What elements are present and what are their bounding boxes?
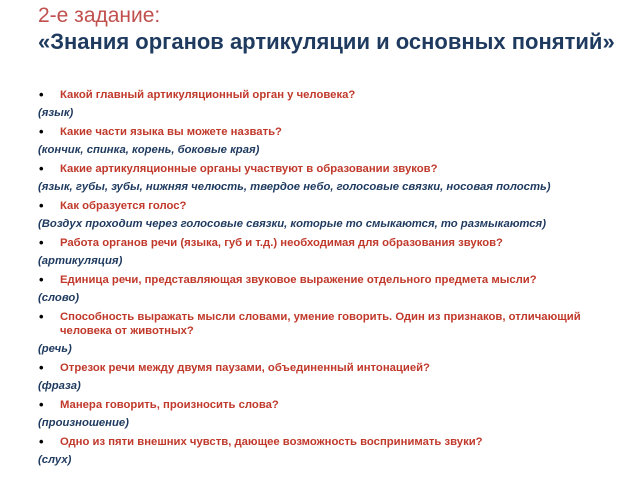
- question-item: [38, 125, 634, 139]
- bullet-icon: •: [39, 198, 44, 213]
- question-item: [38, 310, 634, 338]
- question-text: Единица речи, представляющая звуковое выражение отдельного предмета мысли?: [60, 274, 537, 286]
- question-item: [38, 273, 634, 287]
- question-item: [38, 361, 634, 375]
- question-text: Работа органов речи (языка, губ и т.д.) необходимая для образования звуков?: [60, 237, 503, 249]
- question-list: [38, 88, 634, 472]
- bullet-icon: •: [39, 397, 44, 412]
- question-item: [38, 398, 634, 412]
- question-text: Какие артикуляционные органы участвуют в образовании звуков?: [60, 163, 438, 175]
- answer-text: (фраза): [38, 380, 81, 392]
- question-text: Какие части языка вы можете назвать?: [60, 126, 282, 138]
- answer-text: (артикуляция): [38, 255, 123, 267]
- bullet-icon: •: [39, 434, 44, 449]
- answer-text: (Воздух проходит через голосовые связки, которые то смыкаются, то размыкаются): [38, 218, 546, 230]
- bullet-icon: •: [39, 272, 44, 287]
- answer-text: (язык, губы, зубы, нижняя челюсть, твердое небо, голосовые связки, носовая полость): [38, 181, 551, 193]
- question-text: Отрезок речи между двумя паузами, объединенный интонацией?: [60, 362, 430, 374]
- answer-text: (речь): [38, 343, 72, 355]
- bullet-icon: •: [39, 360, 44, 375]
- bullet-icon: •: [39, 124, 44, 139]
- answer-text: (произношение): [38, 417, 129, 429]
- question-text: Манера говорить, произносить слова?: [60, 399, 279, 411]
- question-item: [38, 88, 634, 102]
- question-text: Способность выражать мысли словами, умение говорить. Один из признаков, отличающий человека от животных?: [60, 311, 581, 337]
- question-text: Как образуется голос?: [60, 200, 187, 212]
- question-item: [38, 236, 634, 250]
- bullet-icon: •: [39, 235, 44, 250]
- bullet-icon: •: [39, 309, 44, 324]
- question-item: [38, 199, 634, 213]
- answer-text: (слух): [38, 454, 72, 466]
- answer-text: (язык): [38, 107, 74, 119]
- question-text: Одно из пяти внешних чувств, дающее возможность воспринимать звуки?: [60, 436, 483, 448]
- question-item: [38, 162, 634, 176]
- answer-text: (слово): [38, 292, 80, 304]
- question-item: [38, 435, 634, 449]
- question-text: Какой главный артикуляционный орган у человека?: [60, 89, 356, 101]
- bullet-icon: •: [39, 161, 44, 176]
- answer-text: (кончик, спинка, корень, боковые края): [38, 144, 260, 156]
- slide-title: «Знания органов артикуляции и основных понятий»: [38, 29, 615, 54]
- slide-subtitle: 2-е задание:: [38, 4, 161, 27]
- bullet-icon: •: [39, 87, 44, 102]
